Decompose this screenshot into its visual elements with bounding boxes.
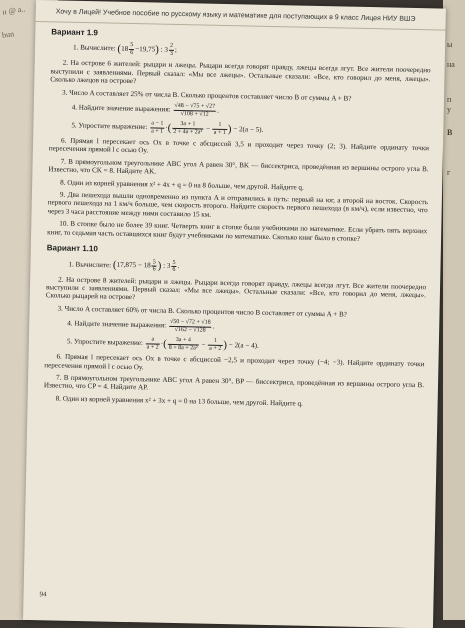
book-page: [23, 0, 446, 628]
adjacent-page-right: [443, 0, 465, 620]
math-expression: (17,875 − 18 $\frac{5}{6}$ ) : 3 $\frac{5}{6}$ .: [112, 258, 180, 273]
task-label: 5. Упростите выражение:: [66, 337, 144, 348]
task-label: 4. Найдите значение выражения:: [71, 103, 171, 114]
right-page-fragment: на: [447, 60, 455, 69]
task-label: 1. Вычислите:: [72, 43, 116, 53]
right-page-fragment: В: [447, 128, 453, 137]
task-label: 1. Вычислите:: [68, 259, 112, 269]
v1-task-3: 3. Число A составляет 25% от числа B. Сколько процентов составляет число B от суммы A + B?: [61, 88, 352, 103]
v1-task-4: 4. Найдите значение выражения: $\frac{√48 - √75 + √27}{√108 + √12}$ .: [71, 102, 219, 118]
page-number: 94: [39, 590, 47, 599]
variant-2-title: Вариант 1.10: [46, 243, 98, 254]
task-label: 5. Упростите выражение:: [71, 121, 148, 132]
v2-task-4: 4. Найдите значение выражения: $\frac{√50 - √72 + √18}{√162 - √128}$ .: [67, 319, 215, 334]
page-content: [43, 26, 431, 414]
task-label: 4. Найдите значение выражения:: [67, 319, 167, 330]
right-page-fragment: п: [447, 95, 452, 104]
v1-task-7: 7. В прямоугольном треугольнике ABC угол A равен 30°, BK — биссектриса, проведённая из вершины острого угла B. Известно, что CK = 8. Найдите AK.: [48, 157, 429, 176]
variant-1-title: Вариант 1.9: [51, 27, 98, 38]
v1-task-8: 8. Один из корней уравнения x² + 4x + q = 0 на 8 больше, чем другой. Найдите q.: [60, 178, 304, 192]
v1-task-6: 6. Прямая l пересекает ось Ox в точке с абсциссой 3,5 и проходит через точку (2; 3). Найдите ординату точки пересечения прямой l с осью Oy.: [48, 136, 430, 155]
right-page-fragment: у: [447, 105, 451, 114]
v2-task-7: 7. В прямоугольном треугольнике ABC угол A равен 30°, BP — биссектриса, проведённая из вершины острого угла B. Известно, что CP = 4. Найдите AP.: [43, 373, 425, 392]
v2-task-8: 8. Один из корней уравнения x² + 3x + q = 0 на 13 больше, чем другой. Найдите q.: [55, 394, 303, 408]
math-expression: $\frac{√50 - √72 + √18}{√162 - √128}$: [169, 319, 211, 334]
v2-task-3: 3. Число A составляет 60% от числа B. Сколько процентов число B составляет от суммы A + B?: [57, 304, 347, 319]
right-page-fragment: ы: [447, 40, 453, 49]
math-expression: (18 $\frac{5}{6}$ −19,75) : 3 $\frac{2}{3}$ ;: [117, 42, 177, 57]
v2-task-2: 2. На острове 8 жителей: рыцари и лжецы. Рыцари всегда говорят правду, лжецы всегда лгут. Все жители поочередно выступили с заявлениями. Первый сказал: «Мы все лжецы». Остальные сказали: «Все, кто говорил до меня, лжецы». Сколько рыцарей на острове?: [45, 275, 427, 302]
math-expression: $\frac{a - 1}{a + 1}$ ·( $\frac{3a + 1}{\text{2 + 4a + 2a²}}$ − $\frac{1}{a + 1}$ ) − 2(a − 5).: [151, 120, 264, 136]
math-expression: $\frac{a}{a + 2}$ ·( $\frac{3a + 4}{\text{8 + 8a + 2a²}}$ − $\frac{1}{a + 2}$ ) − 2(a − 4).: [146, 336, 259, 352]
v1-task-9: 9. Два пешехода вышли одновременно из пункта A и отправились в путь: первый на юг, а второй на восток. Скорость первого пешехода на 1 км/ч больше, чем скорость второго. Найдите скорость первого пешехода (в км/ч), если известно, что через 3 часа расстояние между ними составило 15 км.: [47, 190, 428, 219]
v1-task-10: 10. В стопке было не более 39 книг. Четверть книг в стопке были учебниками по математике. Если убрать пять верхних книг, то седьмая часть оставшихся книг будут учебниками по математике. Сколько книг было в стопке?: [47, 219, 428, 243]
v2-task-6: 6. Прямая l пересекает ось Ox в точке с абсциссой −2,5 и проходит через точку (−4; −3). Найдите ординату точки пересечения прямой l с осью Oy.: [44, 352, 425, 371]
running-header: Хочу в Лицей! Учебное пособие по русскому языку и математике для поступающих в 9 класс Лицея НИУ ВШЭ: [36, 0, 446, 31]
left-page-fragment: ɪɪ @ a..: [1, 4, 26, 17]
math-expression: $\frac{√48 - √75 + √27}{√108 + √12}$: [174, 102, 216, 118]
left-page-fragment: bun: [1, 29, 15, 40]
right-page-fragment: г: [447, 168, 451, 177]
v1-task-2: 2. На острове 6 жителей: рыцари и лжецы. Рыцари всегда говорят правду, лжецы всегда лгут. Все жители поочередно выступили с заявлениями. Первый сказал: «Мы все лжецы». Остальные сказали: «Все, кто говорил до меня, лжецы». Сколько лжецов на острове?: [50, 58, 431, 86]
